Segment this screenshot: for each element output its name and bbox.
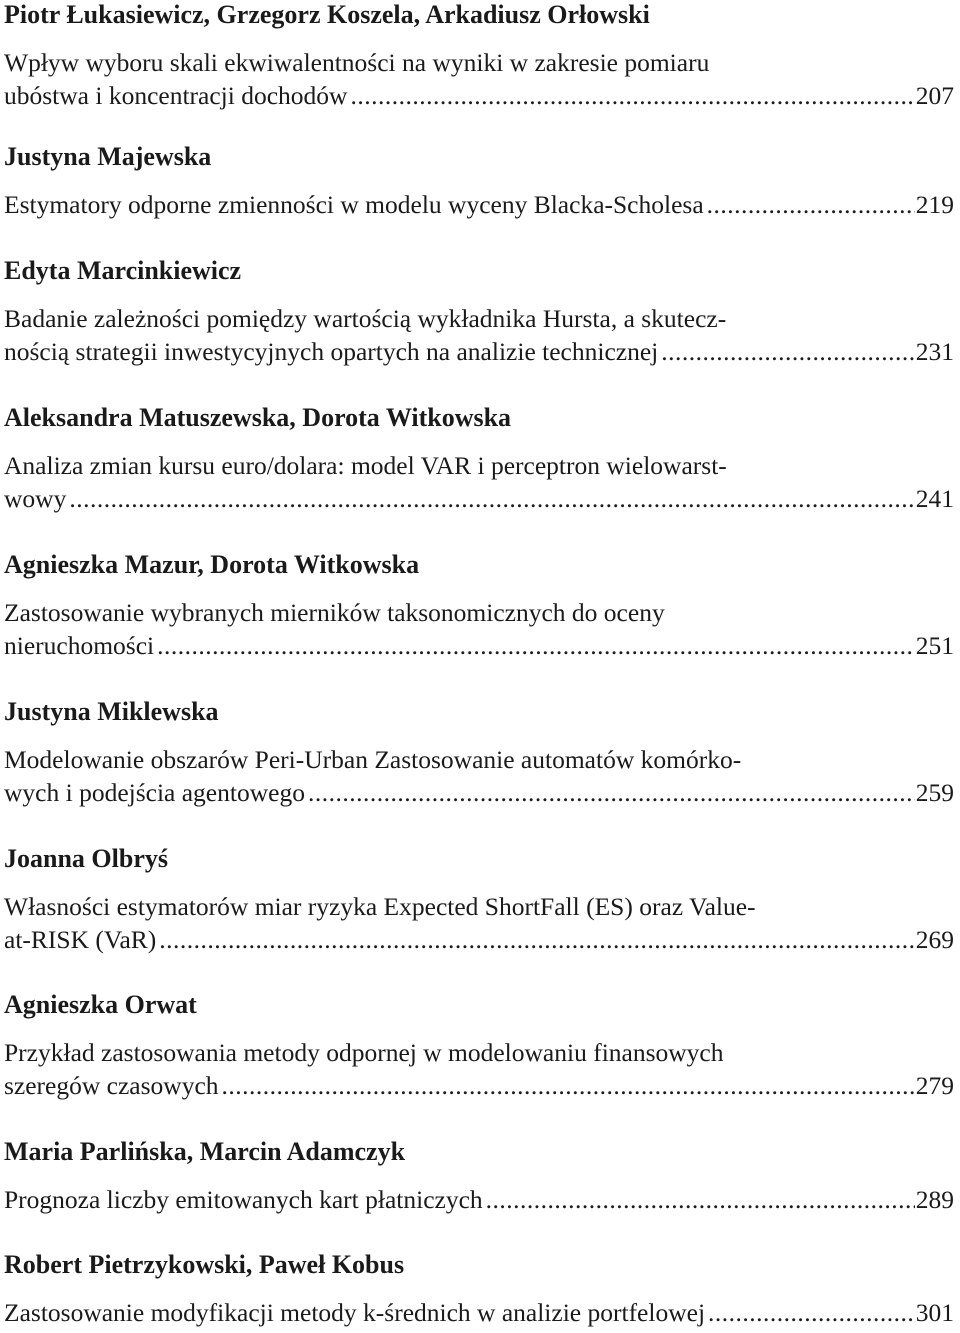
title-line: Modelowanie obszarów Peri-Urban Zastosowanie automatów komórko-	[4, 745, 742, 774]
leader-dots	[222, 1069, 915, 1102]
entry-title	[4, 1296, 954, 1329]
entry-title	[4, 188, 954, 221]
entry-title	[4, 302, 954, 368]
title-line-end: Prognoza liczby emitowanych kart płatniczych	[4, 1185, 483, 1214]
title-line-end: at-RISK (VaR)	[4, 925, 157, 954]
toc-entry	[4, 1250, 954, 1329]
title-last-line	[4, 188, 954, 221]
page-number: 219	[915, 190, 954, 219]
toc-entry	[4, 0, 954, 112]
title-last-line	[4, 335, 954, 368]
title-line: Analiza zmian kursu euro/dolara: model VAR i perceptron wielowarst-	[4, 451, 727, 480]
entry-authors: Justyna Majewska	[4, 142, 212, 171]
page-number: 289	[915, 1185, 954, 1214]
toc-entry	[4, 142, 954, 221]
title-last-line	[4, 1183, 954, 1216]
page-number: 301	[915, 1298, 954, 1327]
toc-entry	[4, 697, 954, 809]
leader-dots	[69, 482, 914, 515]
toc-entry	[4, 1137, 954, 1216]
entry-title	[4, 46, 954, 112]
leader-dots	[707, 188, 915, 221]
entry-title	[4, 743, 954, 809]
entry-authors: Piotr Łukasiewicz, Grzegorz Koszela, Arkadiusz Orłowski	[4, 0, 650, 29]
entry-title	[4, 890, 954, 956]
title-last-line	[4, 79, 954, 112]
title-line-end: nieruchomości	[4, 631, 155, 660]
title-last-line	[4, 776, 954, 809]
page-number: 231	[915, 337, 954, 366]
leader-dots	[661, 335, 915, 368]
title-line: Wpływ wyboru skali ekwiwalentności na wyniki w zakresie pomiaru	[4, 48, 710, 77]
title-line: Przykład zastosowania metody odpornej w modelowaniu finansowych	[4, 1038, 724, 1067]
page-number: 279	[915, 1071, 954, 1100]
entry-authors: Maria Parlińska, Marcin Adamczyk	[4, 1137, 406, 1166]
toc-entry	[4, 550, 954, 662]
toc-entry	[4, 844, 954, 956]
leader-dots	[708, 1296, 915, 1329]
title-line-end: szeregów czasowych	[4, 1071, 219, 1100]
entry-title	[4, 449, 954, 515]
leader-dots	[486, 1183, 915, 1216]
toc-entry	[4, 990, 954, 1102]
page-number: 259	[915, 778, 954, 807]
entry-authors: Robert Pietrzykowski, Paweł Kobus	[4, 1250, 405, 1279]
title-line: Badanie zależności pomiędzy wartością wykładnika Hursta, a skutecz-	[4, 304, 727, 333]
title-line-end: nością strategii inwestycyjnych opartych na analizie technicznej	[4, 337, 659, 366]
page-number: 251	[915, 631, 954, 660]
leader-dots	[308, 776, 915, 809]
entry-authors: Joanna Olbryś	[4, 844, 168, 873]
leader-dots	[159, 923, 914, 956]
toc-entry	[4, 403, 954, 515]
leader-dots	[350, 79, 914, 112]
title-last-line	[4, 1296, 954, 1329]
entry-authors: Aleksandra Matuszewska, Dorota Witkowska	[4, 403, 512, 432]
title-line-end: ubóstwa i koncentracji dochodów	[4, 81, 348, 110]
entry-authors: Edyta Marcinkiewicz	[4, 256, 242, 285]
title-line-end: Zastosowanie modyfikacji metody k-średnich w analizie portfelowej	[4, 1298, 706, 1327]
title-line-end: wych i podejścia agentowego	[4, 778, 305, 807]
entry-authors: Agnieszka Orwat	[4, 990, 197, 1019]
page-number: 241	[915, 484, 954, 513]
entry-authors: Justyna Miklewska	[4, 697, 219, 726]
title-last-line	[4, 482, 954, 515]
entry-title	[4, 596, 954, 662]
entry-authors: Agnieszka Mazur, Dorota Witkowska	[4, 550, 420, 579]
title-last-line	[4, 1069, 954, 1102]
leader-dots	[157, 629, 915, 662]
entry-title	[4, 1183, 954, 1216]
title-line: Własności estymatorów miar ryzyka Expected ShortFall (ES) oraz Value-	[4, 892, 756, 921]
toc-entry	[4, 256, 954, 368]
entry-title	[4, 1036, 954, 1102]
title-last-line	[4, 923, 954, 956]
title-last-line	[4, 629, 954, 662]
title-line-end: Estymatory odporne zmienności w modelu wyceny Blacka-Scholesa	[4, 190, 704, 219]
page-number: 207	[915, 81, 954, 110]
title-line: Zastosowanie wybranych mierników taksonomicznych do oceny	[4, 598, 665, 627]
title-line-end: wowy	[4, 484, 67, 513]
page-number: 269	[915, 925, 954, 954]
